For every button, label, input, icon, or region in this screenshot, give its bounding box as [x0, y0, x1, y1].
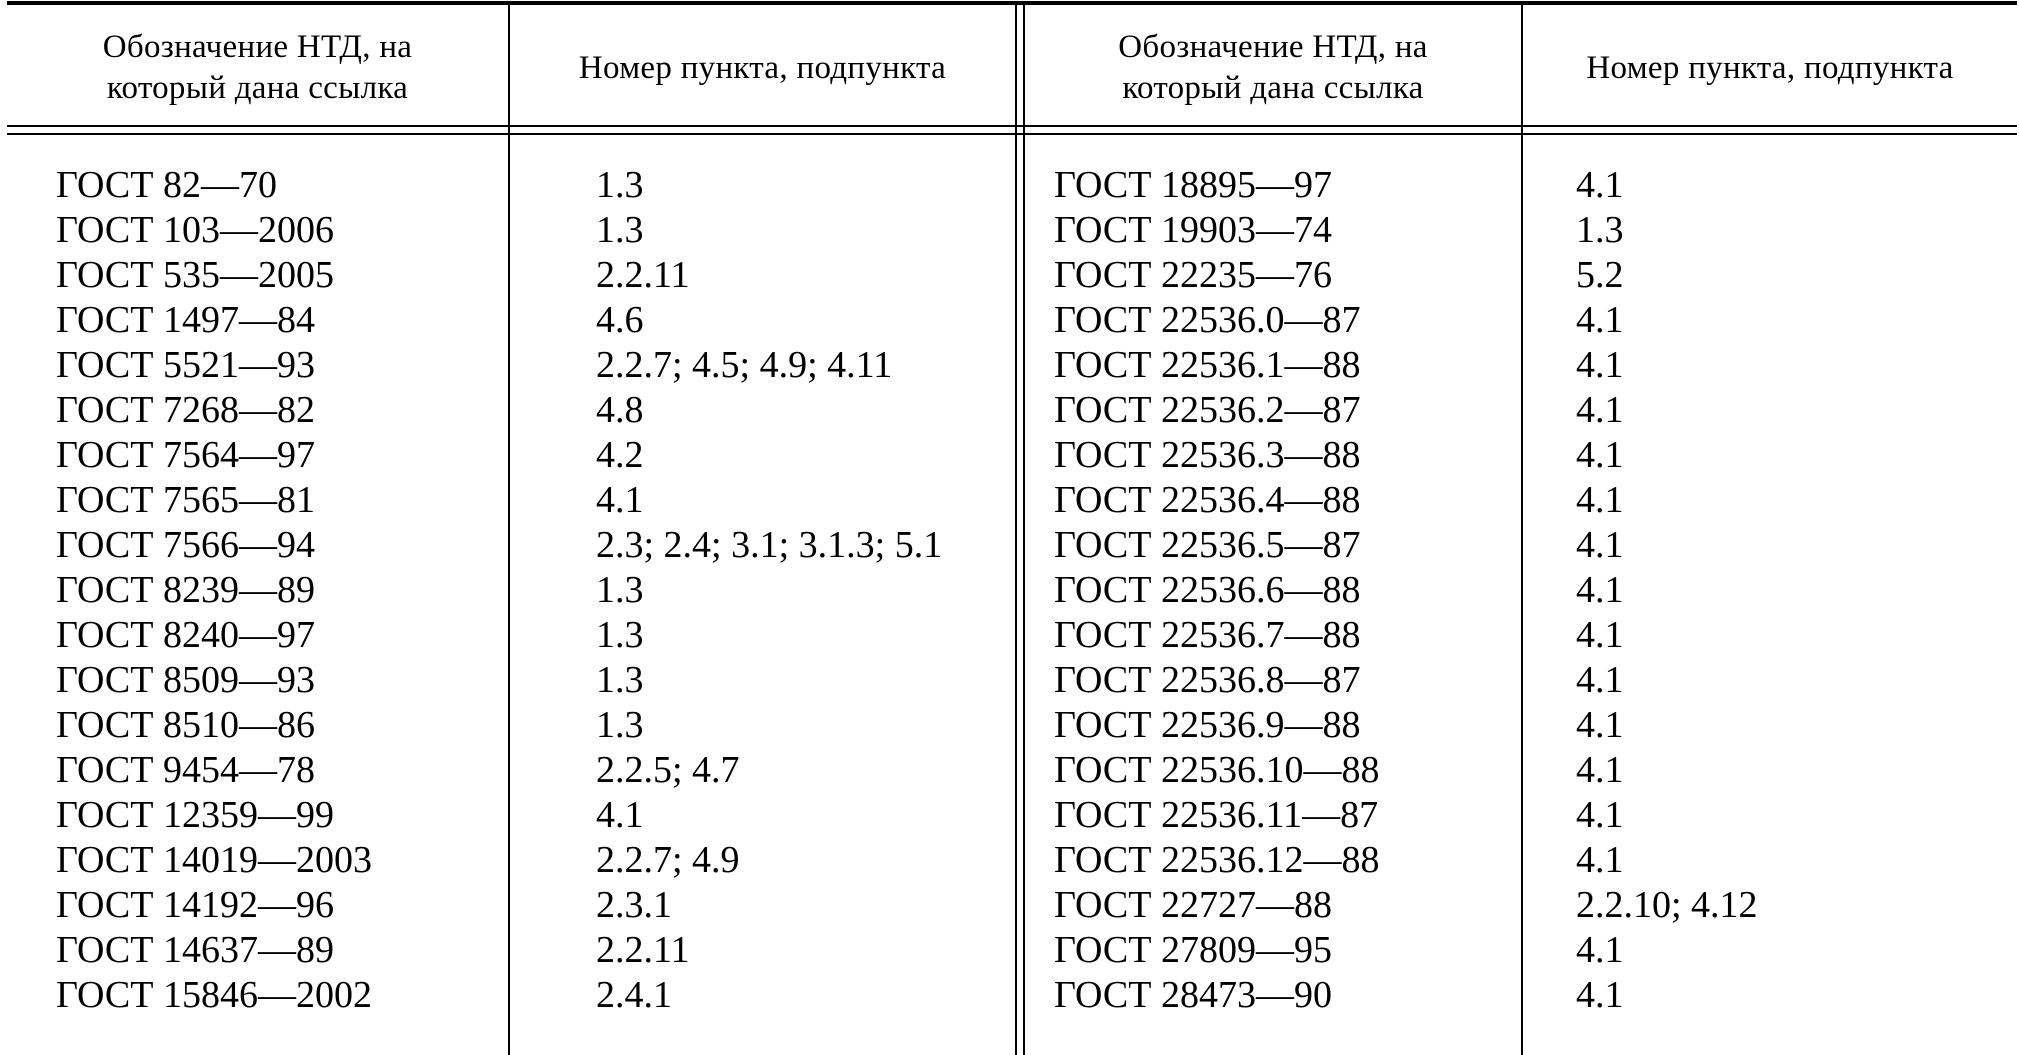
table-cell-clause: 4.1: [1576, 704, 1624, 746]
table-cell-designation: ГОСТ 22536.1—88: [1054, 344, 1361, 386]
table-cell-designation: ГОСТ 12359—99: [56, 794, 334, 836]
table-cell-clause: 4.1: [1576, 434, 1624, 476]
right-clause-column: [1576, 163, 1758, 1018]
table-cell-designation: ГОСТ 22536.7—88: [1054, 614, 1361, 656]
table-cell-clause: 4.1: [1576, 659, 1624, 701]
table-cell-clause: 4.1: [1576, 749, 1624, 791]
table-cell-clause: 2.2.11: [596, 929, 690, 971]
table-cell-clause: 4.1: [1576, 344, 1624, 386]
table-cell-clause: 1.3: [596, 209, 644, 251]
table-cell-clause: 5.2: [1576, 254, 1624, 296]
table-cell-designation: ГОСТ 7566—94: [56, 524, 315, 566]
table-cell-clause: 4.1: [596, 479, 644, 521]
column-divider: [1015, 5, 1017, 1055]
table-cell-clause: 2.3.1: [596, 884, 672, 926]
table-cell-clause: 2.2.5; 4.7: [596, 749, 740, 791]
table-cell-clause: 4.2: [596, 434, 644, 476]
table-cell-clause: 1.3: [596, 704, 644, 746]
header-text: Номер пункта, подпункта: [1586, 49, 1954, 86]
table-cell-clause: 2.2.7; 4.5; 4.9; 4.11: [596, 344, 893, 386]
table-top-border: [7, 1, 2017, 5]
table-cell-designation: ГОСТ 9454—78: [56, 749, 315, 791]
column-divider: [1521, 5, 1523, 1055]
header-text: который дана ссылка: [106, 70, 409, 106]
table-cell-clause: 4.1: [1576, 569, 1624, 611]
table-cell-clause: 2.2.11: [596, 254, 690, 296]
header-text: Обозначение НТД, на: [102, 29, 413, 65]
table-cell-designation: ГОСТ 8509—93: [56, 659, 315, 701]
table-cell-designation: ГОСТ 22536.6—88: [1054, 569, 1361, 611]
table-cell-clause: 2.4.1: [596, 974, 672, 1016]
table-cell-designation: ГОСТ 14192—96: [56, 884, 334, 926]
table-cell-clause: 4.1: [1576, 479, 1624, 521]
table-cell-designation: ГОСТ 22536.12—88: [1054, 839, 1380, 881]
table-cell-designation: ГОСТ 14019—2003: [56, 839, 372, 881]
table-cell-designation: ГОСТ 1497—84: [56, 299, 315, 341]
table-cell-clause: 1.3: [596, 569, 644, 611]
table-cell-clause: 4.1: [1576, 299, 1624, 341]
table-cell-designation: ГОСТ 82—70: [56, 164, 277, 206]
header-left-designation: [7, 12, 508, 124]
table-cell-clause: 4.1: [1576, 974, 1624, 1016]
table-cell-designation: ГОСТ 22536.10—88: [1054, 749, 1380, 791]
header-text: Номер пункта, подпункта: [578, 49, 947, 86]
table-cell-designation: ГОСТ 22536.3—88: [1054, 434, 1361, 476]
left-clause-column: [596, 163, 942, 1018]
table-cell-clause: 4.8: [596, 389, 644, 431]
header-right-clause: [1523, 12, 2017, 124]
table-cell-clause: 4.1: [596, 794, 644, 836]
table-cell-clause: 4.1: [1576, 524, 1624, 566]
table-cell-clause: 2.2.7; 4.9: [596, 839, 740, 881]
table-cell-clause: 1.3: [596, 164, 644, 206]
table-cell-designation: ГОСТ 7564—97: [56, 434, 315, 476]
table-cell-clause: 4.1: [1576, 164, 1624, 206]
table-cell-designation: ГОСТ 22536.8—87: [1054, 659, 1361, 701]
table-cell-clause: 4.6: [596, 299, 644, 341]
table-cell-designation: ГОСТ 28473—90: [1054, 974, 1332, 1016]
table-cell-clause: 1.3: [596, 659, 644, 701]
right-designation-column: [1054, 163, 1380, 1018]
table-cell-clause: 2.2.10; 4.12: [1576, 884, 1758, 926]
table-cell-clause: 4.1: [1576, 389, 1624, 431]
table-cell-designation: ГОСТ 8510—86: [56, 704, 315, 746]
table-cell-designation: ГОСТ 22235—76: [1054, 254, 1332, 296]
table-cell-designation: ГОСТ 14637—89: [56, 929, 334, 971]
left-designation-column: [56, 163, 372, 1018]
table-cell-designation: ГОСТ 22536.9—88: [1054, 704, 1361, 746]
column-divider: [508, 5, 510, 1055]
table-cell-clause: 2.3; 2.4; 3.1; 3.1.3; 5.1: [596, 524, 943, 566]
table-cell-designation: ГОСТ 8240—97: [56, 614, 315, 656]
table-cell-designation: ГОСТ 535—2005: [56, 254, 334, 296]
column-divider: [1023, 5, 1025, 1055]
table-cell-clause: 4.1: [1576, 839, 1624, 881]
table-cell-clause: 1.3: [596, 614, 644, 656]
table-cell-designation: ГОСТ 7268—82: [56, 389, 315, 431]
table-cell-designation: ГОСТ 22536.0—87: [1054, 299, 1361, 341]
table-cell-designation: ГОСТ 7565—81: [56, 479, 315, 521]
reference-documents-table: [7, 0, 2017, 1055]
table-cell-designation: ГОСТ 22536.5—87: [1054, 524, 1361, 566]
header-right-designation: [1025, 12, 1521, 124]
table-cell-clause: 4.1: [1576, 794, 1624, 836]
table-cell-designation: ГОСТ 5521—93: [56, 344, 315, 386]
table-cell-clause: 4.1: [1576, 929, 1624, 971]
table-cell-designation: ГОСТ 103—2006: [56, 209, 334, 251]
header-separator-line: [7, 125, 2017, 127]
header-left-clause: [510, 12, 1015, 124]
table-cell-designation: ГОСТ 27809—95: [1054, 929, 1332, 971]
table-cell-clause: 1.3: [1576, 209, 1624, 251]
header-separator-line: [7, 133, 2017, 135]
table-cell-designation: ГОСТ 22536.4—88: [1054, 479, 1361, 521]
table-cell-clause: 4.1: [1576, 614, 1624, 656]
table-cell-designation: ГОСТ 22536.2—87: [1054, 389, 1361, 431]
table-cell-designation: ГОСТ 15846—2002: [56, 974, 372, 1016]
table-cell-designation: ГОСТ 18895—97: [1054, 164, 1332, 206]
table-cell-designation: ГОСТ 8239—89: [56, 569, 315, 611]
header-text: который дана ссылка: [1122, 70, 1424, 106]
table-cell-designation: ГОСТ 22536.11—87: [1054, 794, 1379, 836]
header-text: Обозначение НТД, на: [1118, 29, 1428, 65]
table-cell-designation: ГОСТ 22727—88: [1054, 884, 1332, 926]
table-cell-designation: ГОСТ 19903—74: [1054, 209, 1332, 251]
